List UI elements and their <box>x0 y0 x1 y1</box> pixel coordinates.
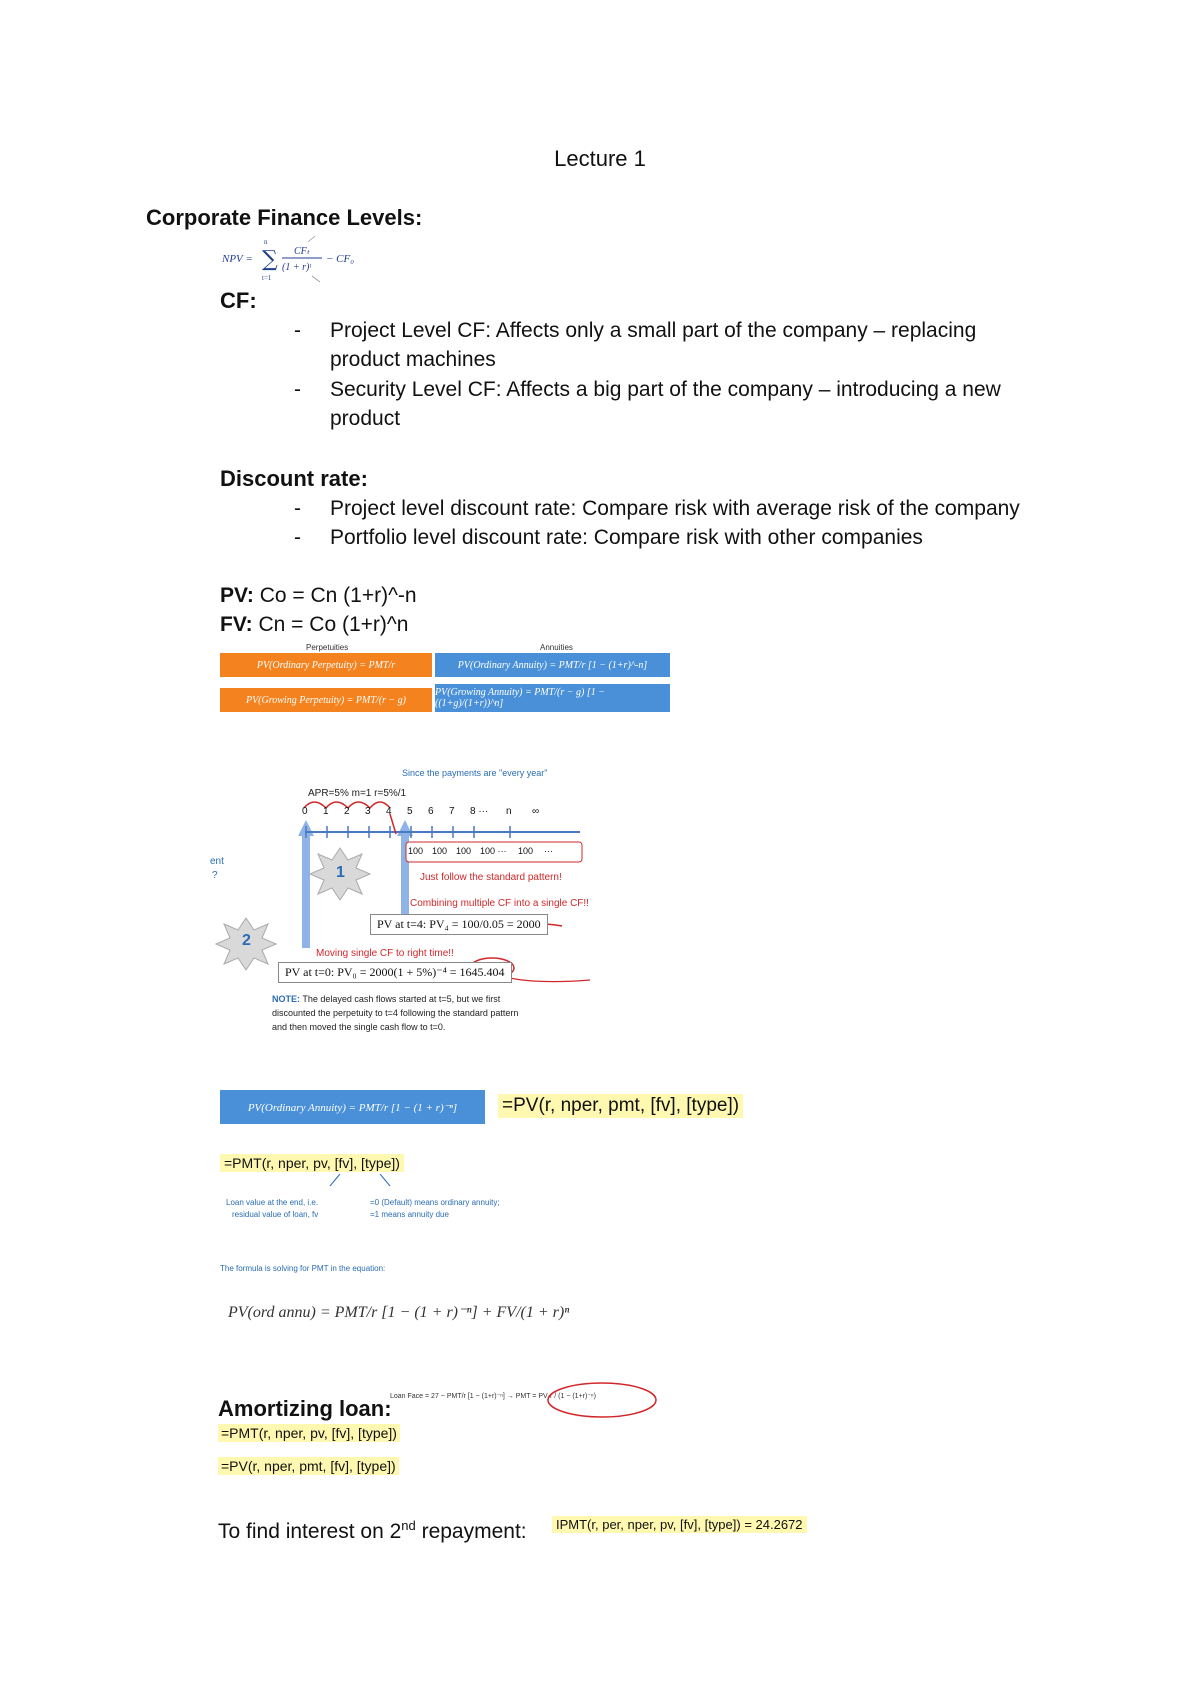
timeline-apr: APR=5% m=1 r=5%/1 <box>308 788 407 799</box>
fv-formula <box>220 613 408 637</box>
svg-text:∑: ∑ <box>262 247 278 272</box>
amortizing-side-formula: Loan Face = 27 − PMT/r [1 − (1+r)⁻ⁿ] → PMT = PV·r / (1 − (1+r)⁻ⁿ) <box>390 1393 596 1400</box>
timeline-diagram <box>210 768 610 1048</box>
timeline-note <box>272 994 500 1004</box>
perpetuities-header: Perpetuities <box>306 643 349 652</box>
growing-perpetuity-cell: PV(Growing Perpetuity) = PMT/(r − g) <box>220 688 432 712</box>
tick-label: 0 <box>302 806 308 817</box>
pmt-arrows <box>220 1146 440 1206</box>
list-dash: - <box>294 319 301 342</box>
list-dash: - <box>294 497 301 520</box>
tick-label: 7 <box>449 806 455 817</box>
svg-text:CFₜ: CFₜ <box>294 246 310 257</box>
tick-label: 4 <box>386 806 392 817</box>
tick-label: 8 ··· <box>470 806 489 817</box>
cf-security-level-line2: product <box>330 407 401 430</box>
growing-annuity-cell: PV(Growing Annuity) = PMT/(r − g) [1 − ((1+g)/(1+r))^n] <box>435 684 670 712</box>
note-text-line1: The delayed cash flows started at t=5, but we first <box>300 994 501 1004</box>
cf-project-level-line1: Project Level CF: Affects only a small part of the company – replacing <box>330 319 977 342</box>
ipmt-function: IPMT(r, per, nper, pv, [fv], [type]) = 24.2672 <box>552 1516 807 1533</box>
interest-sentence <box>218 1518 527 1544</box>
svg-text:NPV =: NPV = <box>222 253 253 265</box>
amortizing-pmt-function: =PMT(r, nper, pv, [fv], [type]) <box>218 1424 400 1442</box>
amortizing-circle <box>545 1380 660 1420</box>
pv-at-t0: PV at t=0: PV₀ = 2000(1 + 5%)⁻⁴ = 1645.404 <box>278 962 512 983</box>
tick-label: 6 <box>428 806 434 817</box>
tick-label: 1 <box>323 806 329 817</box>
tick-label: n <box>506 806 512 817</box>
amortizing-pv-function: =PV(r, nper, pmt, [fv], [type]) <box>218 1457 399 1475</box>
svg-text:− CF₀: − CF₀ <box>326 253 355 265</box>
svg-text:t=1: t=1 <box>262 274 272 282</box>
moving-note: Moving single CF to right time!! <box>316 948 454 959</box>
follow-pattern-note: Just follow the standard pattern! <box>420 872 562 883</box>
pmt-type-note-line2: =1 means annuity due <box>370 1210 449 1219</box>
list-dash: - <box>294 378 301 401</box>
star-badge-1: 1 <box>336 864 345 881</box>
star-badge-2: 2 <box>242 932 251 949</box>
discount-portfolio-level: Portfolio level discount rate: Compare risk with other companies <box>330 526 923 549</box>
interest-post: repayment: <box>415 1520 527 1543</box>
pv-text: Co = Cn (1+r)^-n <box>253 584 417 607</box>
cf-project-level-line2: product machines <box>330 348 496 371</box>
section-heading-levels: Corporate Finance Levels: <box>146 205 423 230</box>
annuities-header: Annuities <box>540 643 573 652</box>
pv-label: PV: <box>220 584 254 607</box>
formula-caption: The formula is solving for PMT in the equation: <box>220 1264 386 1273</box>
note-text-line2: discounted the perpetuity to t=4 following the standard pattern <box>272 1008 519 1018</box>
ordinary-perpetuity-cell: PV(Ordinary Perpetuity) = PMT/r <box>220 653 432 677</box>
pv-at-t4: PV at t=4: PV₄ = 100/0.05 = 2000 <box>370 914 548 935</box>
payment-value: ··· <box>544 846 553 856</box>
ordinary-annuity-cell: PV(Ordinary Annuity) = PMT/r [1 − (1+r)^-n] <box>435 653 670 677</box>
combining-note: Combining multiple CF into a single CF!! <box>410 898 589 909</box>
note-text-line3: and then moved the single cash flow to t=0. <box>272 1022 446 1032</box>
payment-value: 100 ··· <box>480 846 507 856</box>
tick-label: 3 <box>365 806 371 817</box>
tick-label: ∞ <box>532 806 540 817</box>
interest-pre: To find interest on 2 <box>218 1520 402 1543</box>
payment-value: 100 <box>432 846 448 856</box>
cf-heading: CF: <box>220 288 257 313</box>
discount-project-level: Project level discount rate: Compare risk with average risk of the company <box>330 497 1020 520</box>
page-title: Lecture 1 <box>554 146 646 171</box>
excel-pmt-function: =PMT(r, nper, pv, [fv], [type]) <box>220 1154 404 1172</box>
pmt-type-note-line1: =0 (Default) means ordinary annuity; <box>370 1198 500 1207</box>
excel-pv-function: =PV(r, nper, pmt, [fv], [type]) <box>498 1094 743 1118</box>
svg-text:(1 + r)ᵗ: (1 + r)ᵗ <box>282 262 311 273</box>
cf-security-level-line1: Security Level CF: Affects a big part of the company – introducing a new <box>330 378 1001 401</box>
timeline-note-top: Since the payments are "every year" <box>402 768 548 778</box>
cut-off-text-2: ? <box>212 870 218 881</box>
pmt-fv-note-line2: residual value of loan, fv <box>232 1210 319 1219</box>
fv-text: Cn = Co (1+r)^n <box>252 613 409 636</box>
note-label: NOTE: <box>272 994 300 1004</box>
amortizing-loan-heading: Amortizing loan: <box>218 1396 392 1421</box>
interest-sup: nd <box>401 1518 416 1533</box>
pmt-fv-note-line1: Loan value at the end, i.e. <box>226 1198 319 1207</box>
svg-text:n: n <box>264 238 268 246</box>
pv-formula <box>220 584 417 608</box>
fv-label: FV: <box>220 613 253 636</box>
npv-formula-image <box>220 232 370 284</box>
ordinary-annuity-box: PV(Ordinary Annuity) = PMT/r [1 − (1 + r)⁻ⁿ] <box>220 1090 485 1124</box>
tick-label: 2 <box>344 806 350 817</box>
list-dash: - <box>294 526 301 549</box>
pv-ordinary-annuity-formula: PV(ord annu) = PMT/r [1 − (1 + r)⁻ⁿ] + FV/(1 + r)ⁿ <box>228 1304 570 1321</box>
discount-heading: Discount rate: <box>220 466 368 491</box>
payment-value: 100 <box>518 846 534 856</box>
cut-off-text-1: ent <box>210 856 224 867</box>
payment-value: 100 <box>456 846 472 856</box>
payment-value: 100 <box>408 846 424 856</box>
tick-label: 5 <box>407 806 413 817</box>
